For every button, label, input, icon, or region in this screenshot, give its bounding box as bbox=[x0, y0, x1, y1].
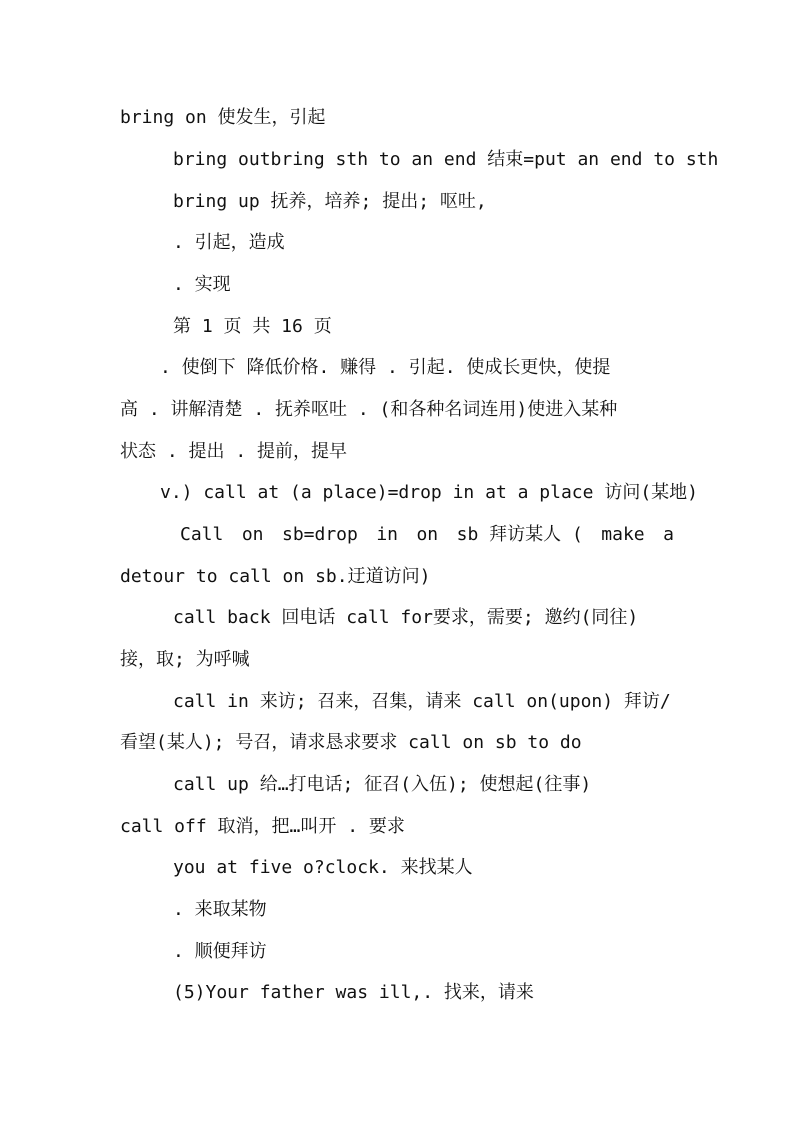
text-line-20: . 来取某物 bbox=[173, 899, 267, 920]
text-line-10: v.) call at (a place)=drop in at a place 访问(某地) bbox=[160, 482, 698, 503]
word: sb 拜访某人 ( bbox=[456, 524, 583, 545]
text-line-4: . 引起，造成 bbox=[173, 232, 285, 253]
text-line-9: 状态 . 提出 . 提前，提早 bbox=[120, 441, 348, 462]
word: a bbox=[663, 524, 674, 545]
text-line-18: call off 取消，把…叫开 . 要求 bbox=[120, 816, 405, 837]
text-line-3: bring up 抚养，培养; 提出; 呕吐, bbox=[173, 191, 487, 212]
text-line-22: (5)Your father was ill,. 找来，请来 bbox=[173, 982, 534, 1003]
text-line-13: call back 回电话 call for要求，需要; 邀约(同往) bbox=[173, 607, 639, 628]
word: make bbox=[601, 524, 645, 545]
word: in bbox=[376, 524, 398, 545]
text-line-15: call in 来访; 召来，召集，请来 call on(upon) 拜访/ bbox=[173, 691, 671, 712]
text-line-16: 看望(某人); 号召，请求恳求要求 call on sb to do bbox=[120, 732, 582, 753]
page-counter: 第 1 页 共 16 页 bbox=[173, 316, 332, 337]
text-line-1: bring on 使发生，引起 bbox=[120, 107, 326, 128]
text-line-11 bbox=[180, 523, 674, 547]
text-line-5: . 实现 bbox=[173, 274, 231, 295]
word: on bbox=[241, 524, 264, 545]
word: sb=drop bbox=[281, 524, 358, 545]
word: Call bbox=[180, 524, 224, 545]
text-line-7: . 使倒下 降低价格. 赚得 . 引起. 使成长更快，使提 bbox=[160, 357, 611, 378]
text-line-12: detour to call on sb.迂道访问) bbox=[120, 566, 431, 587]
text-line-19: you at five o?clock. 来找某人 bbox=[173, 857, 473, 878]
text-line-2: bring outbring sth to an end 结束=put an end to sth bbox=[173, 149, 719, 170]
text-line-14: 接，取; 为呼喊 bbox=[120, 649, 250, 670]
text-line-8: 高 . 讲解清楚 . 抚养呕吐 . (和各种名词连用)使进入某种 bbox=[120, 399, 618, 420]
text-line-21: . 顺便拜访 bbox=[173, 941, 267, 962]
word: on bbox=[416, 524, 439, 545]
text-line-17: call up 给…打电话; 征召(入伍); 使想起(往事) bbox=[173, 774, 592, 795]
